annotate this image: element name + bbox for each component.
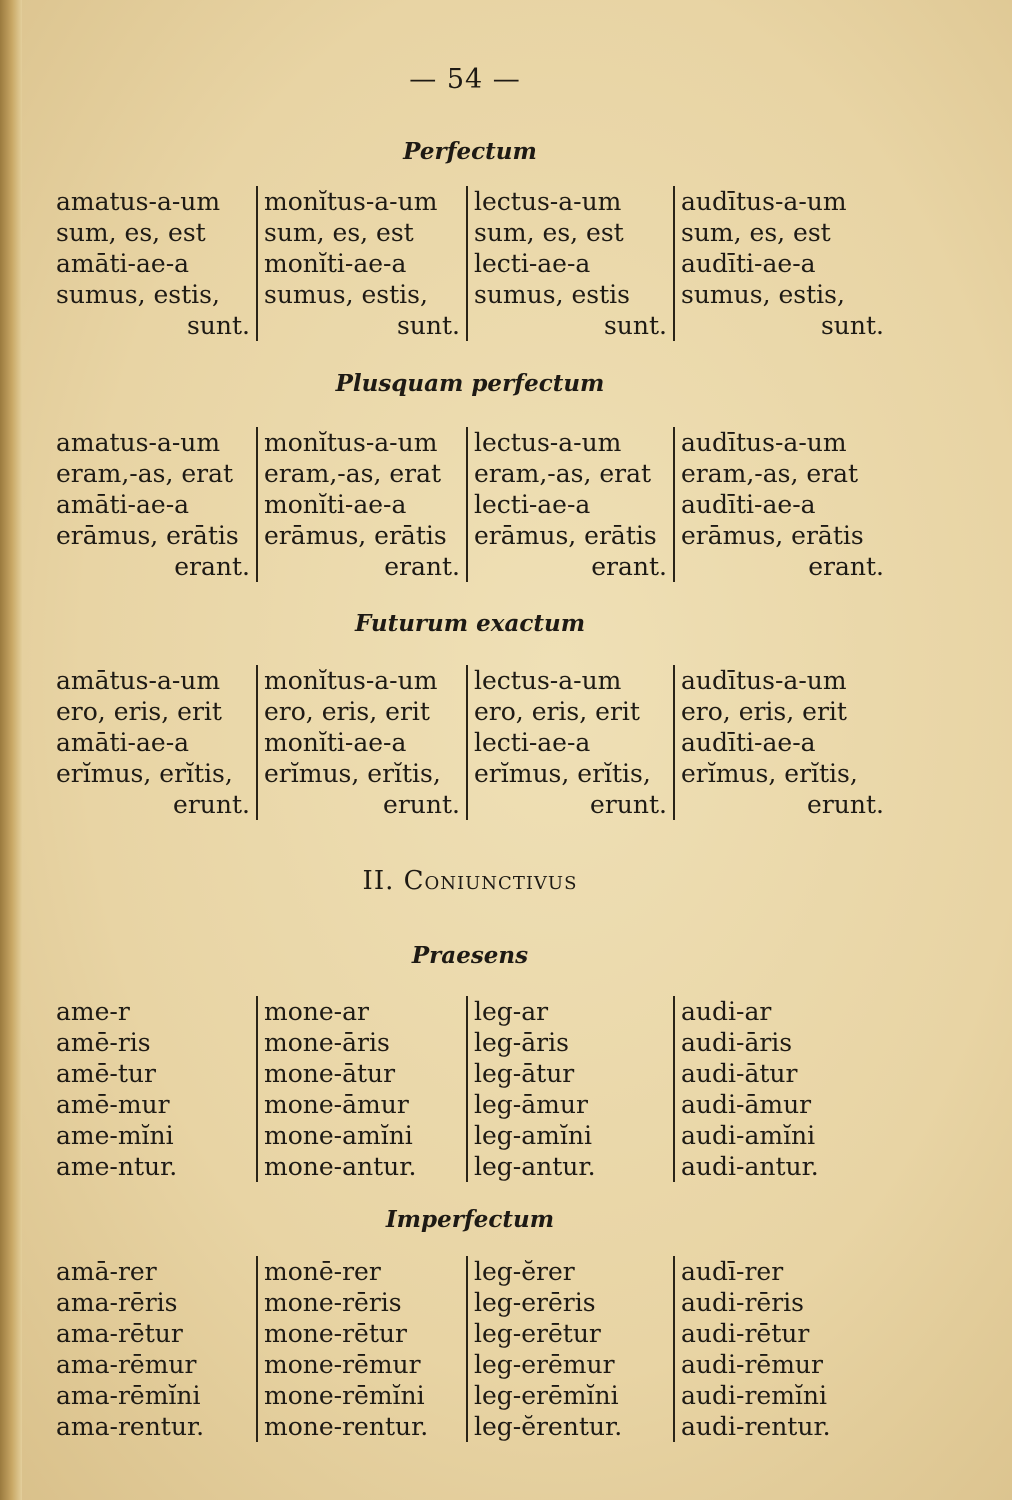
table-cell: amātus-a-um (56, 666, 221, 695)
table-cell: monĭti-ae-a (264, 490, 407, 519)
table-cell: ama-rēmur (56, 1350, 197, 1379)
table-cell: leg-ātur (474, 1059, 575, 1088)
table-cell: sumus, estis, (681, 280, 845, 309)
table-cell: audi-remĭni (681, 1381, 827, 1410)
book-spine (0, 0, 22, 1500)
table-cell: monĭti-ae-a (264, 728, 407, 757)
table-cell: sunt. (396, 311, 460, 340)
table-cell: audī-rer (681, 1257, 784, 1286)
table-cell: audīti-ae-a (681, 490, 816, 519)
table-cell: ama-rentur. (56, 1412, 205, 1441)
table-column (675, 1256, 890, 1442)
table-cell: erĭmus, erĭtis, (264, 759, 441, 788)
table-cell: sunt. (603, 311, 667, 340)
table-cell: leg-āris (474, 1028, 569, 1057)
table-cell: erant. (384, 552, 460, 581)
table-cell: audītus-a-um (681, 428, 847, 457)
table-cell: audīti-ae-a (681, 249, 816, 278)
table-column (258, 665, 468, 820)
table-cell: mone-āris (264, 1028, 390, 1057)
page-number: — 54 — (409, 64, 521, 95)
table-cell: lectus-a-um (474, 187, 622, 216)
table-cell: erunt. (807, 790, 884, 819)
table-cell: monĭti-ae-a (264, 249, 407, 278)
table-cell: amē-ris (56, 1028, 151, 1057)
table-cell: erunt. (383, 790, 460, 819)
table-cell: sumus, estis (474, 280, 630, 309)
table-column (675, 427, 890, 582)
table-cell: sum, es, est (56, 218, 206, 247)
table-cell: mone-antur. (264, 1152, 417, 1181)
table-cell: audi-rēris (681, 1288, 804, 1317)
table-cell: erant. (808, 552, 884, 581)
table-column (468, 186, 675, 341)
conjugation-table-imperfectum (50, 1256, 890, 1442)
table-cell: monē-rer (264, 1257, 381, 1286)
table-cell: amāti-ae-a (56, 490, 190, 519)
table-cell: ero, eris, erit (474, 697, 640, 726)
table-cell: monĭtus-a-um (264, 187, 438, 216)
table-cell: ero, eris, erit (264, 697, 430, 726)
table-cell: mone-ātur (264, 1059, 396, 1088)
chapter-title-coniunctivus: II. Coniunctivus (362, 866, 578, 896)
table-cell: ero, eris, erit (681, 697, 847, 726)
table-cell: lecti-ae-a (474, 249, 591, 278)
table-cell: lecti-ae-a (474, 728, 591, 757)
table-column (468, 1256, 675, 1442)
table-cell: mone-rēris (264, 1288, 402, 1317)
table-cell: sum, es, est (474, 218, 624, 247)
table-cell: audi-rētur (681, 1319, 810, 1348)
table-column (468, 665, 675, 820)
table-column (50, 665, 258, 820)
table-column (258, 427, 468, 582)
table-cell: leg-erētur (474, 1319, 601, 1348)
table-cell: monĭtus-a-um (264, 428, 438, 457)
table-cell: sum, es, est (264, 218, 414, 247)
table-column (468, 996, 675, 1182)
section-title-praesens: Praesens (411, 942, 529, 969)
table-cell: amāti-ae-a (56, 728, 190, 757)
table-cell: leg-āmur (474, 1090, 588, 1119)
table-cell: leg-erēmĭni (474, 1381, 619, 1410)
table-cell: erunt. (590, 790, 667, 819)
table-cell: erant. (591, 552, 667, 581)
table-column (258, 186, 468, 341)
table-cell: sunt. (820, 311, 884, 340)
table-cell: leg-erēris (474, 1288, 596, 1317)
table-cell: erāmus, erātis (474, 521, 657, 550)
section-title-futurum-exactum: Futurum exactum (354, 610, 586, 637)
table-column (675, 996, 890, 1182)
table-cell: audi-rentur. (681, 1412, 831, 1441)
conjugation-table-praesens (50, 996, 890, 1182)
table-cell: audīti-ae-a (681, 728, 816, 757)
table-cell: amatus-a-um (56, 187, 221, 216)
table-cell: leg-ĕrentur. (474, 1412, 623, 1441)
table-cell: amā-rer (56, 1257, 157, 1286)
table-cell: sunt. (186, 311, 250, 340)
table-cell: erunt. (173, 790, 250, 819)
table-column (468, 427, 675, 582)
table-cell: audi-āmur (681, 1090, 812, 1119)
table-cell: erāmus, erātis (681, 521, 864, 550)
table-cell: eram,-as, erat (56, 459, 234, 488)
table-cell: mone-rentur. (264, 1412, 429, 1441)
table-cell: mone-ar (264, 997, 369, 1026)
table-cell: ama-rēmĭni (56, 1381, 201, 1410)
table-cell: erāmus, erātis (264, 521, 447, 550)
conjugation-table-perfectum (50, 186, 890, 341)
table-cell: erĭmus, erĭtis, (56, 759, 233, 788)
table-cell: eram,-as, erat (474, 459, 652, 488)
table-cell: lectus-a-um (474, 666, 622, 695)
section-title-plusquamperfectum: Plusquam perfectum (335, 370, 605, 397)
table-column (50, 186, 258, 341)
table-cell: leg-antur. (474, 1152, 596, 1181)
table-cell: audi-amĭni (681, 1121, 816, 1150)
section-title-perfectum: Perfectum (403, 138, 537, 165)
table-cell: audi-ar (681, 997, 772, 1026)
table-cell: lecti-ae-a (474, 490, 591, 519)
table-cell: erĭmus, erĭtis, (681, 759, 858, 788)
table-cell: audītus-a-um (681, 187, 847, 216)
table-column (50, 1256, 258, 1442)
table-cell: leg-ar (474, 997, 549, 1026)
table-column (258, 1256, 468, 1442)
table-cell: audi-āris (681, 1028, 793, 1057)
table-cell: amāti-ae-a (56, 249, 190, 278)
table-cell: erant. (174, 552, 250, 581)
table-cell: audītus-a-um (681, 666, 847, 695)
table-cell: eram,-as, erat (681, 459, 859, 488)
table-column (258, 996, 468, 1182)
table-cell: ama-rētur (56, 1319, 183, 1348)
table-cell: mone-āmur (264, 1090, 409, 1119)
section-title-imperfectum: Imperfectum (385, 1206, 555, 1233)
table-cell: leg-erēmur (474, 1350, 615, 1379)
table-cell: mone-rēmur (264, 1350, 421, 1379)
table-cell: ama-rēris (56, 1288, 178, 1317)
table-cell: amatus-a-um (56, 428, 221, 457)
table-cell: monĭtus-a-um (264, 666, 438, 695)
table-cell: amē-mur (56, 1090, 170, 1119)
table-cell: audi-rēmur (681, 1350, 823, 1379)
table-column (675, 665, 890, 820)
table-cell: amē-tur (56, 1059, 156, 1088)
table-cell: ero, eris, erit (56, 697, 222, 726)
table-cell: mone-rēmĭni (264, 1381, 425, 1410)
table-column (50, 996, 258, 1182)
table-cell: eram,-as, erat (264, 459, 442, 488)
table-cell: lectus-a-um (474, 428, 622, 457)
table-cell: leg-ĕrer (474, 1257, 575, 1286)
table-cell: sum, es, est (681, 218, 831, 247)
conjugation-table-futurum-exactum (50, 665, 890, 820)
table-cell: erāmus, erātis (56, 521, 239, 550)
table-cell: erĭmus, erĭtis, (474, 759, 651, 788)
conjugation-table-plusquamperfectum (50, 427, 890, 582)
table-cell: audi-ātur (681, 1059, 798, 1088)
table-cell: ame-r (56, 997, 130, 1026)
table-cell: leg-amĭni (474, 1121, 592, 1150)
table-cell: ame-mĭni (56, 1121, 174, 1150)
table-cell: ame-ntur. (56, 1152, 178, 1181)
table-cell: sumus, estis, (56, 280, 220, 309)
table-cell: mone-amĭni (264, 1121, 413, 1150)
table-cell: sumus, estis, (264, 280, 428, 309)
table-cell: audi-antur. (681, 1152, 819, 1181)
table-column (50, 427, 258, 582)
table-cell: mone-rētur (264, 1319, 407, 1348)
table-column (675, 186, 890, 341)
